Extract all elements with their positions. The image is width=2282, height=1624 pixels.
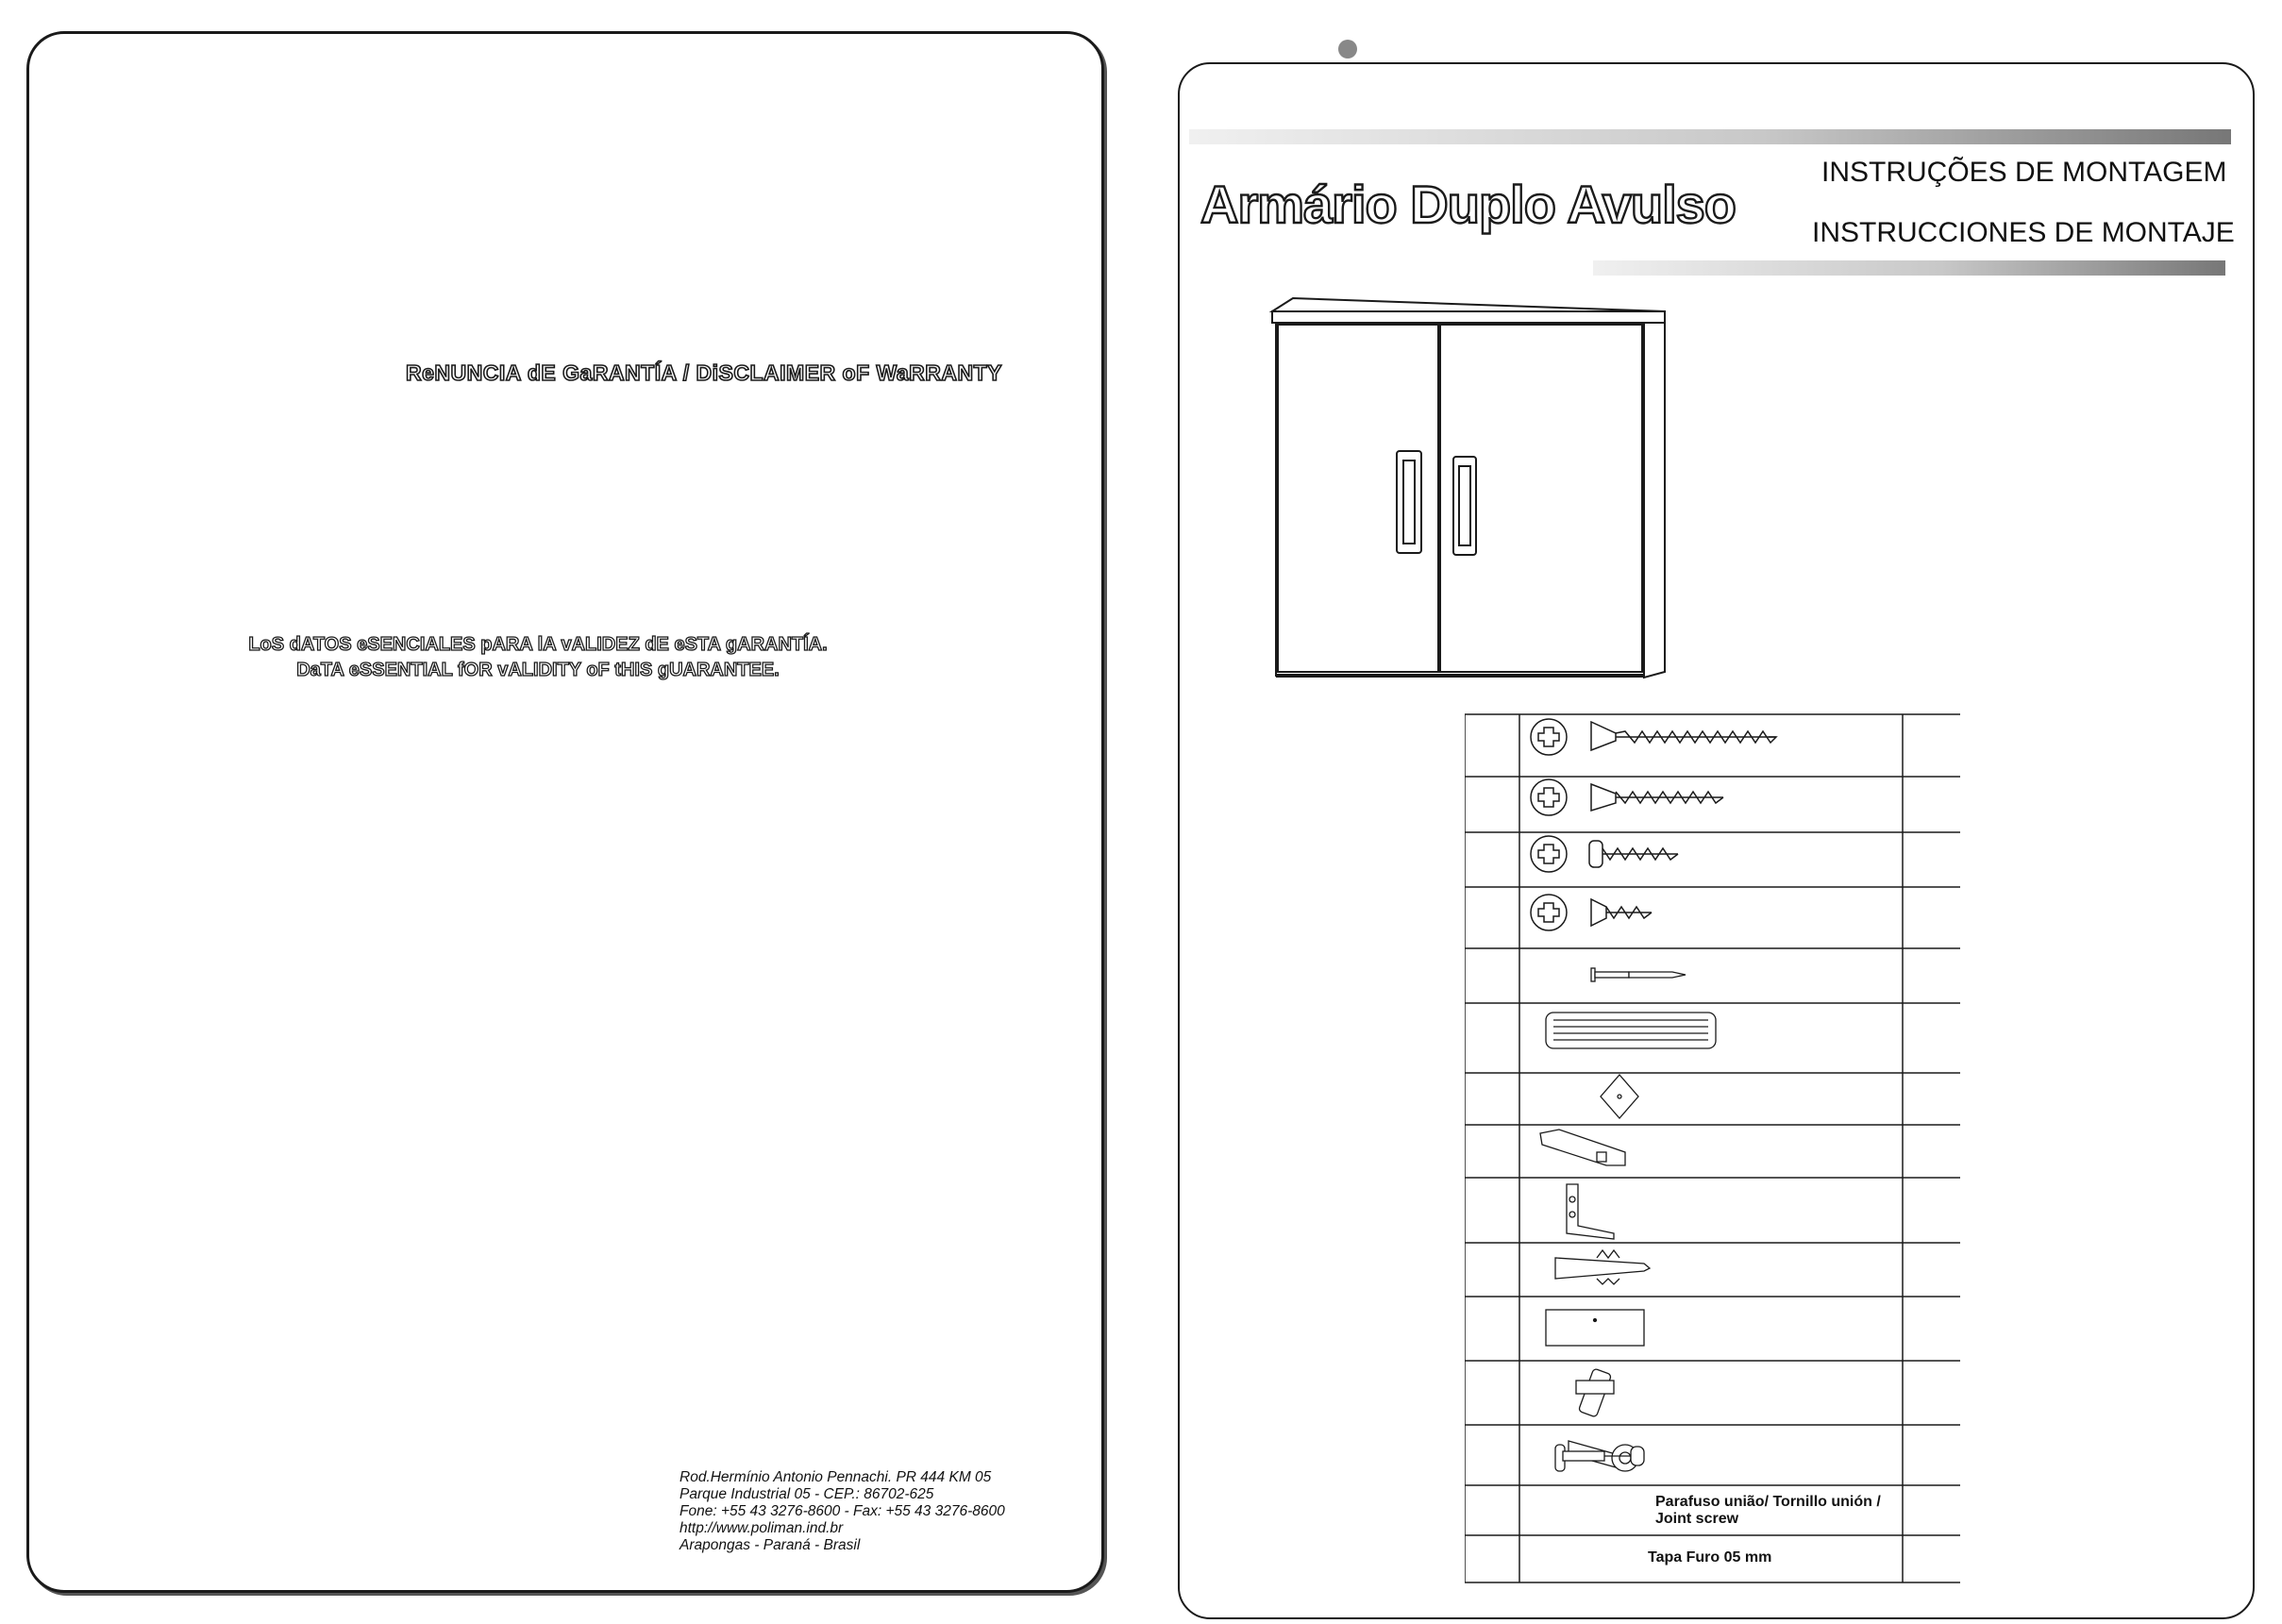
company-address: [680, 1469, 1005, 1554]
wooden-dowel-icon: [1546, 1013, 1716, 1048]
nail-icon: [1591, 968, 1686, 981]
handle-bracket-icon: [1540, 1130, 1625, 1165]
wall-plug-icon: [1555, 1250, 1650, 1284]
cabinet-top-edge: [1272, 311, 1665, 323]
warranty-title: ReNUNCIA dE GaRANTÍA / DiSCLAIMER oF WaRRANTY: [406, 360, 1002, 385]
header-gradient-bar-bottom: [1593, 260, 2225, 276]
essential-data-block: [227, 632, 849, 683]
address-district: Parque Industrial 05 - CEP.: 86702-625: [680, 1486, 934, 1502]
essential-line-es: LoS dATOS eSENCIALES pARA lA vALIDEZ dE eSTA gARANTÍA.: [248, 634, 828, 655]
heading-assembly-es: INSTRUCCIONES DE MONTAJE: [1812, 217, 2235, 248]
flat-plate-icon: [1546, 1310, 1644, 1346]
address-street: Rod.Hermínio Antonio Pennachi. PR 444 KM 05: [680, 1469, 992, 1485]
header-gradient-bar-top: [1189, 129, 2231, 144]
long-wood-screw-icon: [1531, 719, 1776, 755]
cabinet-side-panel: [1644, 323, 1665, 678]
diamond-support-icon: [1601, 1075, 1638, 1118]
medium-wood-screw-icon: [1531, 779, 1723, 815]
left-page: [26, 31, 1104, 1593]
round-head-screw-icon: [1531, 836, 1678, 872]
address-phone: Fone: +55 43 3276-8600 - Fax: +55 43 3276-8600: [680, 1503, 1005, 1519]
address-city: Arapongas - Paraná - Brasil: [680, 1537, 861, 1553]
right-door-handle-grip: [1459, 466, 1470, 545]
heading-assembly-pt: INSTRUÇÕES DE MONTAGEM: [1821, 157, 2227, 188]
short-wood-screw-icon: [1531, 895, 1652, 930]
joint-screw-label-line1: Parafuso união/ Tornillo unión /: [1655, 1494, 1881, 1510]
binder-hole-dot: [1338, 40, 1357, 59]
l-bracket-icon: [1567, 1184, 1614, 1239]
essential-line-en: DaTA eSSENTIAL fOR vALIDITY oF tHIS gUARANTEE.: [296, 660, 780, 680]
left-door-handle-grip: [1403, 460, 1415, 544]
joint-screw-label-line2: Joint screw: [1655, 1511, 1739, 1527]
address-website[interactable]: http://www.poliman.ind.br: [680, 1520, 844, 1536]
hinge-plate-icon: [1576, 1368, 1614, 1417]
cabinet-illustration: [1265, 294, 1670, 691]
hole-cap-label: Tapa Furo 05 mm: [1648, 1549, 1772, 1565]
parts-table: [1465, 712, 1965, 1590]
product-title: Armário Duplo Avulso: [1200, 175, 1737, 234]
